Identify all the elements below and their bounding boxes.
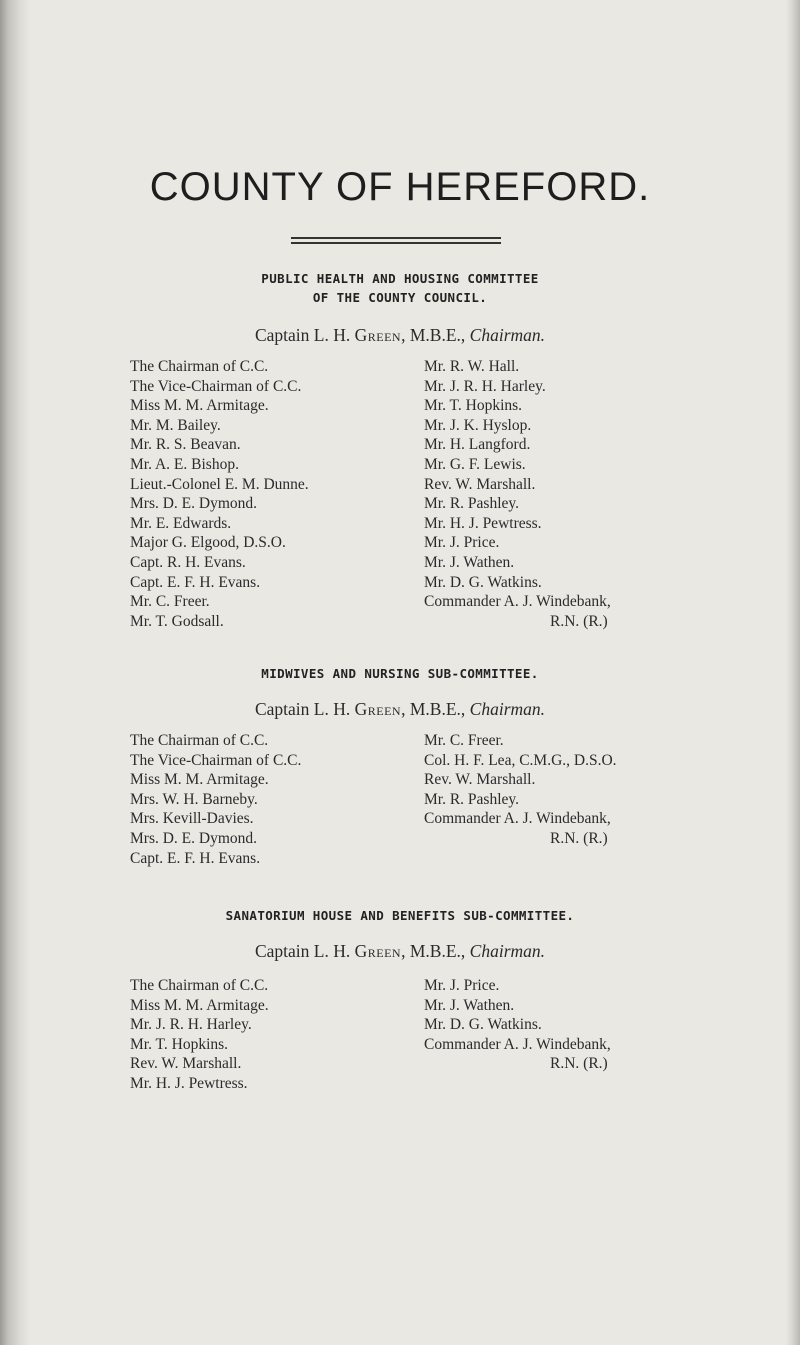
chairman-prefix: Captain L. H. [254,699,351,719]
member-name-continued: R.N. (R.) [550,1055,608,1073]
member-name: Mr. G. F. Lewis. [424,455,526,473]
member-name: Mr. E. Edwards. [130,514,232,532]
member-name: Mrs. D. E. Dymond. [130,829,258,847]
section-subheading: OF THE COUNTY COUNCIL. [312,290,488,305]
page-title: COUNTY OF HEREFORD. [149,165,651,209]
member-name: Mr. D. G. Watkins. [424,1016,542,1034]
member-name: Mr. T. Hopkins. [130,1035,229,1053]
member-name: Rev. W. Marshall. [424,475,536,493]
members-right-column [424,731,617,849]
member-name: Mr. C. Freer. [424,732,504,749]
member-name: Rev. W. Marshall. [130,1055,242,1073]
chairman-prefix: Captain L. H. [254,325,351,345]
member-name: Mr. J. R. H. Harley. [424,377,546,395]
member-name: Mr. R. S. Beavan. [130,436,241,454]
member-name: Miss M. M. Armitage. [130,771,269,789]
chairman-line [0,941,800,962]
chairman-suffix: , M.B.E., [401,941,470,961]
member-name: Mr. R. W. Hall. [424,358,520,375]
member-name: Mr. J. Wathen. [424,996,515,1014]
member-name: The Vice-Chairman of C.C. [130,377,302,395]
member-name: Mrs. D. E. Dymond. [130,495,258,513]
chairman-suffix: , M.B.E., [401,699,470,719]
member-name: Mr. J. Price. [424,977,500,994]
member-name: Capt. R. H. Evans. [130,553,246,571]
members-right-column [424,357,611,631]
member-name: Mr. R. Pashley. [424,495,520,513]
members-right-column [424,976,611,1074]
member-name: Commander A. J. Windebank, [424,810,611,828]
member-name-continued: R.N. (R.) [550,612,608,630]
member-name: Mr. H. Langford. [424,436,531,454]
members-left-column [130,731,301,868]
member-name: Major G. Elgood, D.S.O. [130,534,286,552]
section-heading: PUBLIC HEALTH AND HOUSING COMMITTEE [261,271,539,286]
member-name: Mr. H. J. Pewtress. [130,1074,248,1092]
member-name: Commander A. J. Windebank, [424,593,611,611]
member-name: Mrs. W. H. Barneby. [130,790,258,808]
member-name: Lieut.-Colonel E. M. Dunne. [130,475,309,493]
member-name: Mr. T. Hopkins. [424,397,523,415]
member-name: Mr. J. Wathen. [424,553,515,571]
member-name: Mr. D. G. Watkins. [424,573,542,591]
member-name-continued: R.N. (R.) [550,829,608,847]
member-name: Capt. E. F. H. Evans. [130,849,261,867]
chairman-line [0,325,800,346]
member-name: Rev. W. Marshall. [424,771,536,789]
members-left-column [130,976,269,1094]
chairman-name: Green [354,941,402,961]
member-name: Miss M. M. Armitage. [130,397,269,415]
chairman-role: Chairman. [469,941,546,961]
chairman-name: Green [354,325,402,345]
member-name: Mr. T. Godsall. [130,612,224,630]
member-name: The Chairman of C.C. [130,732,269,749]
member-name: Mr. J. Price. [424,534,500,552]
title-rule-upper [291,237,501,239]
member-name: Col. H. F. Lea, C.M.G., D.S.O. [424,751,617,769]
members-left-column [130,357,309,631]
chairman-role: Chairman. [469,325,546,345]
member-name: Miss M. M. Armitage. [130,996,269,1014]
member-name: Mr. J. K. Hyslop. [424,416,532,434]
member-name: Capt. E. F. H. Evans. [130,573,261,591]
title-rule-lower [291,242,501,244]
chairman-suffix: , M.B.E., [401,325,470,345]
member-name: Mr. C. Freer. [130,593,210,611]
member-name: Mr. H. J. Pewtress. [424,514,542,532]
member-name: Mr. R. Pashley. [424,790,520,808]
chairman-role: Chairman. [469,699,546,719]
member-name: The Vice-Chairman of C.C. [130,751,302,769]
member-name: Mr. M. Bailey. [130,416,221,434]
chairman-name: Green [354,699,402,719]
member-name: Mrs. Kevill-Davies. [130,810,254,828]
section-heading: MIDWIVES AND NURSING SUB-COMMITTEE. [261,666,539,681]
member-name: Mr. A. E. Bishop. [130,455,239,473]
section-heading: SANATORIUM HOUSE AND BENEFITS SUB-COMMITTEE. [225,908,575,923]
chairman-line [0,699,800,720]
chairman-prefix: Captain L. H. [254,941,351,961]
member-name: Commander A. J. Windebank, [424,1035,611,1053]
member-name: Mr. J. R. H. Harley. [130,1016,252,1034]
member-name: The Chairman of C.C. [130,358,269,375]
member-name: The Chairman of C.C. [130,977,269,994]
